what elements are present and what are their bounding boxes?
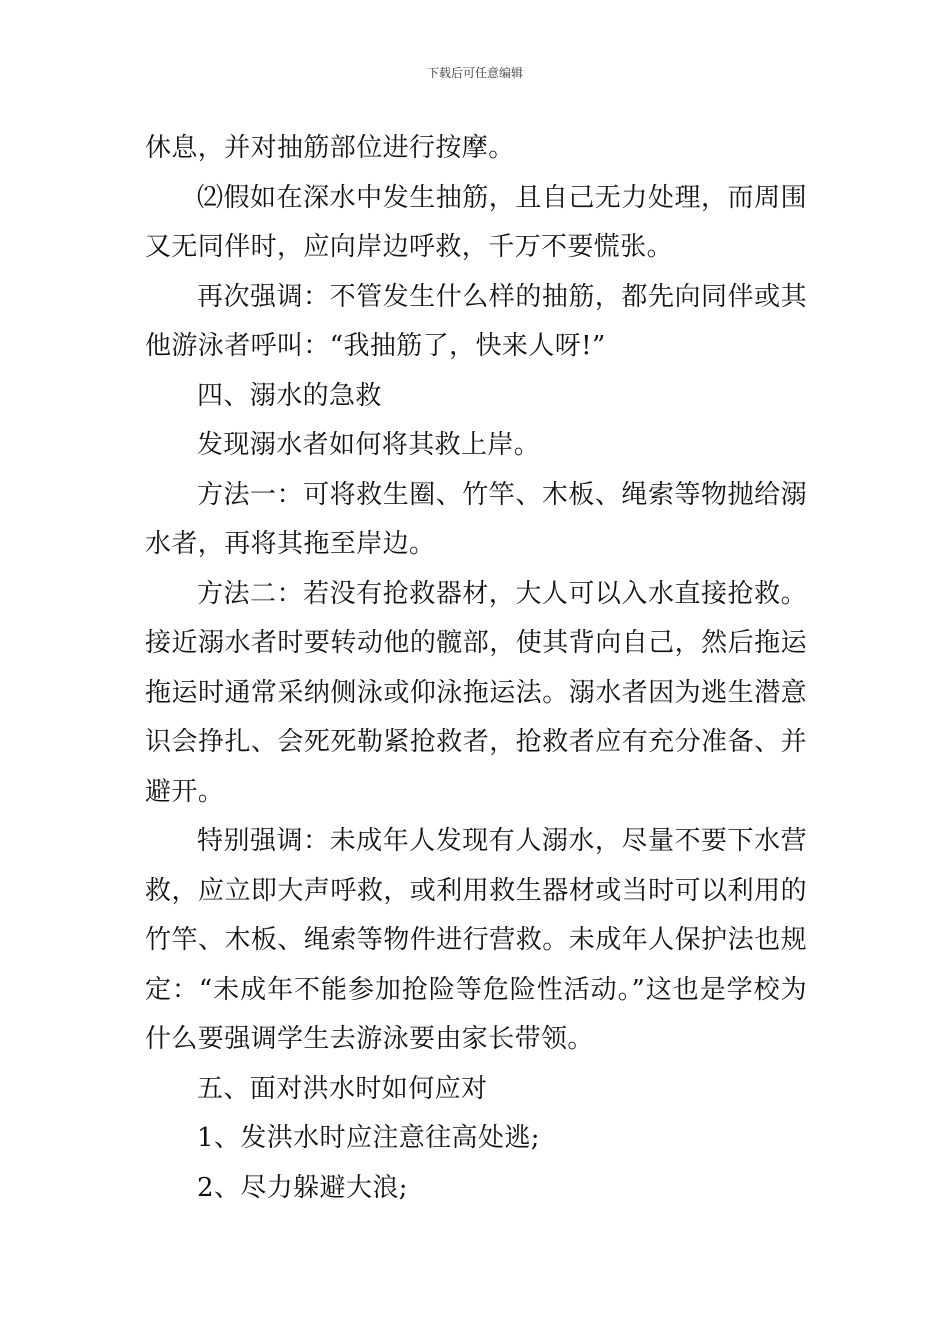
paragraph-method-2: 方法二：若没有抢救器材，大人可以入水直接抢救。接近溺水者时要转动他的髋部，使其背向自己，然后拖运拖运时通常采纳侧泳或仰泳拖运法。溺水者因为逃生潜意识会挣扎、会死死勒紧抢救者，抢救者应有充分准备、并避开。 xyxy=(145,578,807,807)
paragraph-1: 休息，并对抽筋部位进行按摩。 xyxy=(145,133,515,163)
paragraph-method-1: 方法一：可将救生圈、竹竿、木板、绳索等物抛给溺水者，再将其拖至岸边。 xyxy=(145,479,807,559)
page-header-note: 下载后可任意编辑 xyxy=(426,66,523,80)
paragraph-2: ⑵假如在深水中发生抽筋，且自己无力处理，而周围又无同伴时，应向岸边呼救，千万不要慌张。 xyxy=(145,182,807,262)
paragraph-5: 发现溺水者如何将其救上岸。 xyxy=(197,430,541,460)
list-item-2: 2、尽力躲避大浪; xyxy=(197,1172,408,1203)
section-heading-5: 五、面对洪水时如何应对 xyxy=(197,1073,488,1104)
paragraph-3: 再次强调：不管发生什么样的抽筋，都先向同伴或其他游泳者呼叫：“我抽筋了，快来人呀!” xyxy=(145,281,807,361)
list-item-1: 1、发洪水时应注意往高处逃; xyxy=(197,1123,540,1153)
section-heading-4: 四、溺水的急救 xyxy=(197,380,382,411)
document-body xyxy=(145,124,807,1213)
paragraph-special-emphasis: 特别强调：未成年人发现有人溺水，尽量不要下水营救，应立即大声呼救，或利用救生器材或当时可以利用的竹竿、木板、绳索等物件进行营救。未成年人保护法也规定：“未成年不能参加抢险等危险性活动。”这也是学校为什么要强调学生去游泳要由家长带领。 xyxy=(145,826,807,1054)
